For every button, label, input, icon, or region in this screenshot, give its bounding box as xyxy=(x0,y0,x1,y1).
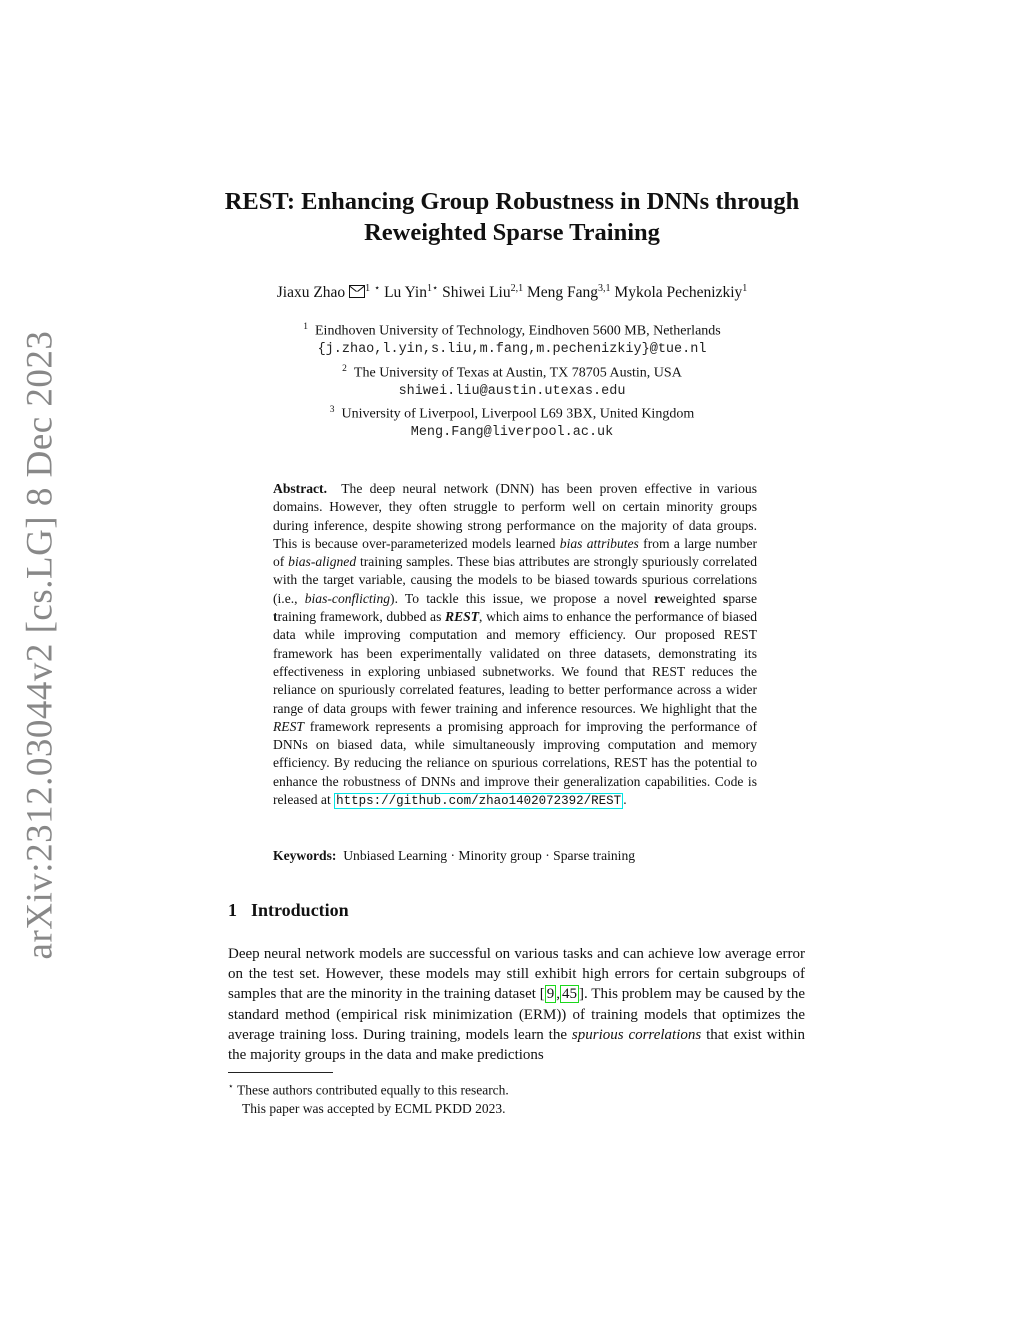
affiliation-email: shiwei.liu@austin.utexas.edu xyxy=(398,383,626,399)
citation-link[interactable]: 9 xyxy=(546,986,555,1003)
author-star: ⋆ xyxy=(373,283,381,294)
affiliations xyxy=(0,318,1024,443)
title-line-1: REST: Enhancing Group Robustness in DNNs through xyxy=(224,188,800,215)
title-line-2: Reweighted Sparse Training xyxy=(364,219,660,246)
keywords-text: Unbiased Learning · Minority group · Sparse training xyxy=(343,848,636,863)
author-sup: 1 xyxy=(742,283,748,294)
paper-title xyxy=(0,186,1024,248)
affiliation-email: Meng.Fang@liverpool.ac.uk xyxy=(410,425,614,441)
envelope-icon xyxy=(349,285,365,298)
footnote-rule xyxy=(228,1072,333,1073)
citation-link[interactable]: 45 xyxy=(562,986,578,1003)
author-name: Meng Fang xyxy=(526,284,599,302)
arxiv-sidebar xyxy=(10,330,70,960)
abstract: Abstract. The deep neural network (DNN) has been proven effective in various domains. However, they often struggle to perform well on certain minority groups during inference, despite showing strong performance on the majority of data groups. This is because over-parameterized models learned bias attributes from a large number of bias-aligned training samples. These bias attributes are strongly spuriously correlated with the target variable, causing the models to be biased towards spurious correlations (i.e., bias-conflicting). To tackle this issue, we propose a novel reweighted sparse training framework, dubbed as REST, which aims to enhance the performance of biased data while improving computation and memory efficiency. Our proposed REST framework has been experimentally validated on three datasets, demonstrating its effectiveness in exploring unbiased subnetworks. We found that REST reduces the reliance on spuriously correlated features, leading to better performance across a wider range of data groups with fewer training and inference resources. We highlight that the REST framework represents a promising approach for improving the performance of DNNs on biased data, while simultaneously improving computation and memory efficiency. By reducing the reliance on spurious correlations, REST has the potential to enhance the robustness of DNNs and improve their generalization capabilities. Code is released at https://github.com/zhao1402072392/REST . xyxy=(273,481,757,809)
footnote-2: This paper was accepted by ECML PKDD 2023. xyxy=(242,1100,506,1116)
code-repo-link[interactable]: https://github.com/zhao1402072392/REST xyxy=(336,794,622,809)
author-name: Mykola Pechenizkiy xyxy=(614,284,743,302)
keywords xyxy=(273,848,757,864)
affiliation: $^1$ Eindhoven University of Technology, Eindhoven 5600 MB, Netherlands xyxy=(303,322,721,339)
footnotes xyxy=(228,1077,509,1118)
author-name: Jiaxu Zhao xyxy=(276,284,346,302)
footnote-1: ⋆ These authors contributed equally to this research. xyxy=(228,1081,509,1098)
author-sup: 1⋆ xyxy=(427,283,439,294)
author-sup: 2,1 xyxy=(510,283,524,294)
affiliation: $^3$ University of Liverpool, Liverpool L69 3BX, United Kingdom xyxy=(329,405,695,422)
author-sup: 1 xyxy=(365,283,371,294)
affiliation: $^2$ The University of Texas at Austin, TX 78705 Austin, USA xyxy=(342,363,682,381)
intro-paragraph: Deep neural network models are successful on various tasks and can achieve low average error on the test set. However, these models may still exhibit high errors for certain subgroups of samples that are the minority in the training dataset [ 9 , 45 ]. This problem may be caused by the standard method (empirical risk minimization (ERM)) of training models that optimizes the average training loss. During training, models learn the spurious correlations that exist within the majority groups in the data and make predictions xyxy=(228,946,805,1064)
affiliation-email: {j.zhao,l.yin,s.liu,m.fang,m.pechenizkiy}@tue.nl xyxy=(317,342,707,358)
abstract-label: Abstract. xyxy=(273,481,327,496)
section-title: Introduction xyxy=(251,900,349,920)
keywords-label: Keywords: xyxy=(273,848,337,863)
section-heading xyxy=(228,900,349,921)
arxiv-identifier: arXiv:2312.03044v2 [cs.LG] 8 Dec 2023 xyxy=(19,330,61,960)
section-number: 1 xyxy=(228,900,237,920)
author-name: Shiwei Liu xyxy=(442,284,511,302)
author-sup: 3,1 xyxy=(598,283,611,294)
author-name: Lu Yin xyxy=(384,284,427,302)
author-list xyxy=(0,283,1024,302)
